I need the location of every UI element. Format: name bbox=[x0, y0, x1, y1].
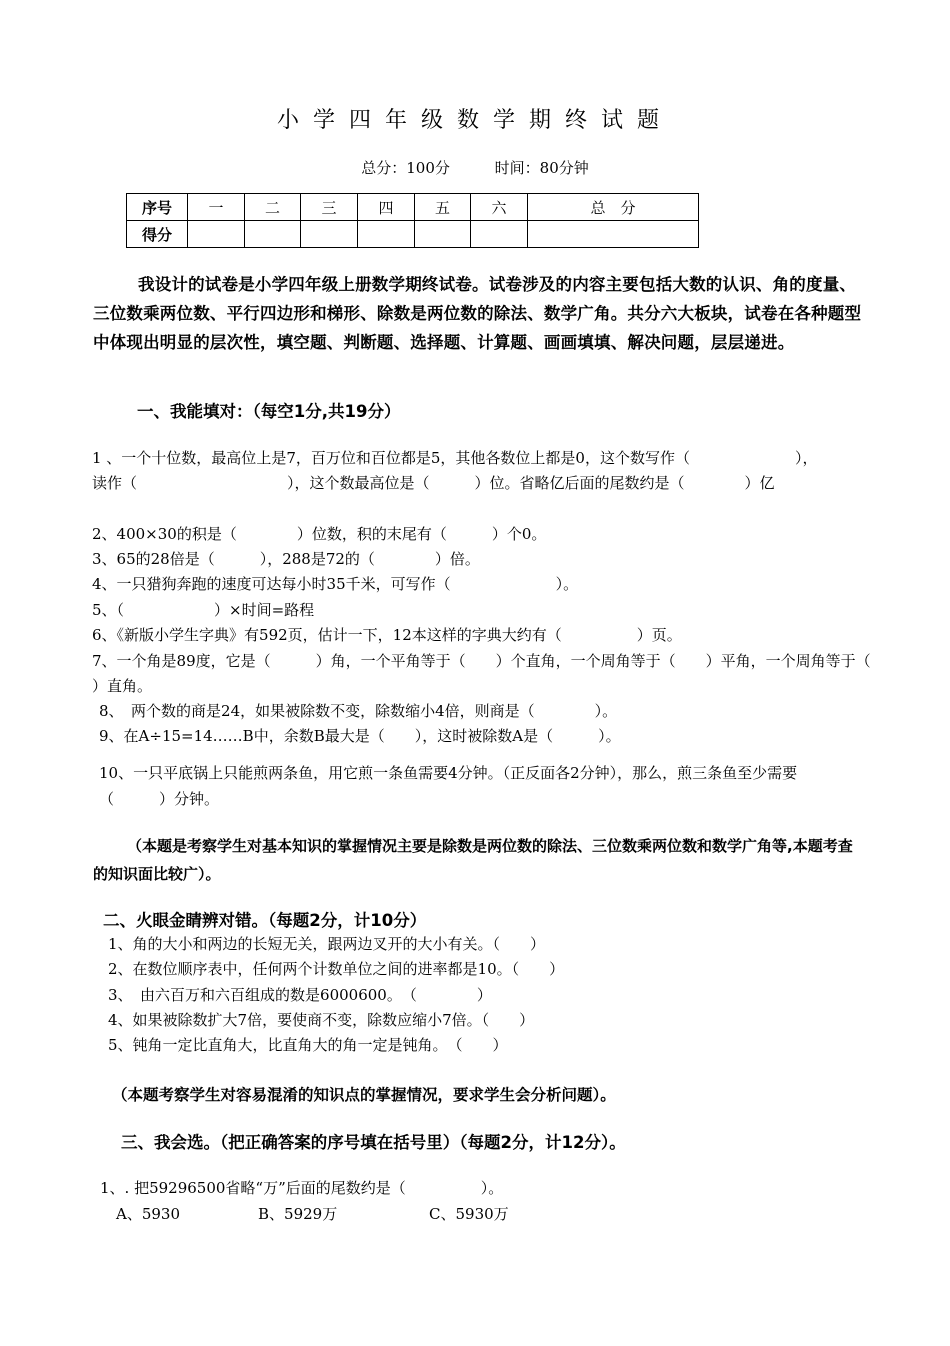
page-title: 小学四年级数学期终试题 bbox=[276, 108, 673, 133]
score-table bbox=[126, 193, 699, 248]
question-2: 2、400×30的积是（ ）位数，积的末尾有（ ）个0。 bbox=[92, 525, 547, 543]
question-1-line-1: 1 、一个十位数，最高位上是7，百万位和百位都是5，其他各数位上都是0，这个数写作（ ）， bbox=[92, 449, 818, 467]
option-c: C、5930万 bbox=[429, 1205, 509, 1223]
section2-heading: 二、火眼金睛辨对错。（每题2分，计10分） bbox=[103, 911, 427, 930]
question-7-line-1: 7、一个角是89度，它是（ ）角，一个平角等于（ ）个直角，一个周角等于（ ）平角，一个周角等于（ bbox=[92, 652, 871, 670]
score-table-header-row bbox=[127, 194, 699, 221]
table-cell: 得分 bbox=[127, 221, 188, 248]
question-7-line-2: ）直角。 bbox=[92, 677, 153, 695]
score-cell[interactable] bbox=[358, 221, 415, 248]
question-6: 6、《新版小学生字典》有592页，估计一下，12本这样的字典大约有（ ）页。 bbox=[92, 626, 682, 644]
exam-meta bbox=[0, 157, 950, 178]
question-4: 4、一只猎狗奔跑的速度可达每小时35千米，可写作（ ）。 bbox=[92, 575, 579, 593]
score-cell[interactable] bbox=[528, 221, 699, 248]
section1-heading: 一、我能填对：（每空1分,共19分） bbox=[137, 402, 401, 421]
score-table-score-row bbox=[127, 221, 699, 248]
tf-question-1: 1、角的大小和两边的长短无关，跟两边叉开的大小有关。（ ） bbox=[108, 935, 546, 953]
table-cell: 三 bbox=[301, 194, 358, 221]
option-a: A、5930 bbox=[116, 1205, 181, 1223]
table-cell: 六 bbox=[471, 194, 528, 221]
score-cell[interactable] bbox=[188, 221, 245, 248]
table-cell: 四 bbox=[358, 194, 415, 221]
question-9: 9、在A÷15=14……B中，余数B最大是（ ），这时被除数A是（ ）。 bbox=[99, 727, 621, 745]
choice-question-1: 1、. 把59296500省略“万”后面的尾数约是（ ）。 bbox=[100, 1179, 504, 1197]
tf-question-4: 4、如果被除数扩大7倍，要使商不变，除数应缩小7倍。（ ） bbox=[108, 1011, 535, 1029]
section3-heading: 三、我会选。（把正确答案的序号填在括号里）（每题2分，计12分）。 bbox=[121, 1133, 626, 1152]
question-3: 3、65的28倍是（ ），288是72的（ ）倍。 bbox=[92, 550, 480, 568]
question-8: 8、 两个数的商是24，如果被除数不变，除数缩小4倍，则商是（ ）。 bbox=[99, 702, 618, 720]
question-10-line-2: （ ）分钟。 bbox=[99, 790, 220, 808]
table-cell: 二 bbox=[245, 194, 301, 221]
table-cell: 五 bbox=[415, 194, 471, 221]
tf-question-3: 3、 由六百万和六百组成的数是6000600。 （ ） bbox=[108, 986, 492, 1004]
table-cell: 总 分 bbox=[528, 194, 699, 221]
question-5: 5、（ ）×时间=路程 bbox=[92, 601, 315, 619]
table-cell: 一 bbox=[188, 194, 245, 221]
exam-time: 时间：80分钟 bbox=[494, 159, 589, 177]
tf-question-5: 5、钝角一定比直角大，比直角大的角一定是钝角。 （ ） bbox=[108, 1036, 508, 1054]
score-cell[interactable] bbox=[245, 221, 301, 248]
option-b: B、5929万 bbox=[258, 1205, 338, 1223]
score-cell[interactable] bbox=[471, 221, 528, 248]
intro-paragraph: 我设计的试卷是小学四年级上册数学期终试卷。试卷涉及的内容主要包括大数的认识、角的度量、三位数乘两位数、平行四边形和梯形、除数是两位数的除法、数学广角。共分六大板块，试卷在各种题型中体现出明显的层次性，填空题、判断题、选择题、计算题、画画填填、解决问题，层层递进。 bbox=[93, 275, 862, 352]
section2-note: （本题考察学生对容易混淆的知识点的掌握情况，要求学生会分析问题）。 bbox=[112, 1086, 616, 1104]
table-cell: 序号 bbox=[127, 194, 188, 221]
score-cell[interactable] bbox=[301, 221, 358, 248]
question-10-line-1: 10、一只平底锅上只能煎两条鱼，用它煎一条鱼需要4分钟。（正反面各2分钟），那么，煎三条鱼至少需要 bbox=[99, 764, 798, 782]
total-score: 总分：100分 bbox=[361, 159, 450, 177]
question-1-line-2: 读作（ ），这个数最高位是（ ）位。省略亿后面的尾数约是（ ）亿 bbox=[92, 474, 775, 492]
tf-question-2: 2、在数位顺序表中，任何两个计数单位之间的进率都是10。（ ） bbox=[108, 960, 565, 978]
section1-note: （本题是考察学生对基本知识的掌握情况主要是除数是两位数的除法、三位数乘两位数和数学广角等,本题考查的知识面比较广）。 bbox=[93, 837, 853, 883]
score-cell[interactable] bbox=[415, 221, 471, 248]
